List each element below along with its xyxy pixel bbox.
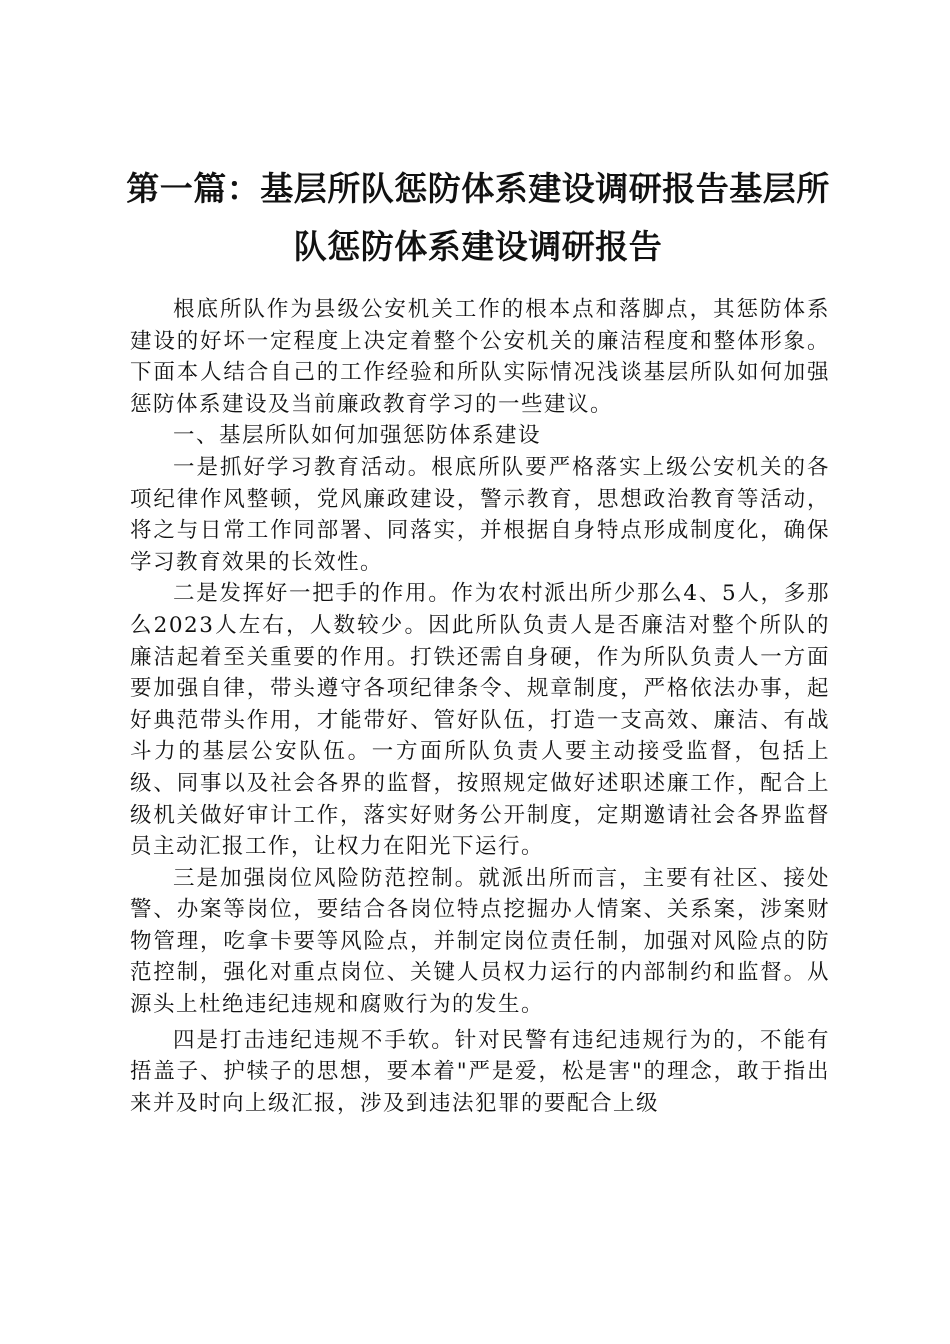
paragraph-point-1: 一是抓好学习教育活动。根底所队要严格落实上级公安机关的各项纪律作风整顿，党风廉政建设，警示教育，思想政治教育等活动，将之与日常工作同部署、同落实，并根据自身特点形成制度化，确保学习教育效果的长效性。 bbox=[130, 454, 830, 575]
document-body bbox=[130, 294, 830, 1119]
section-heading: 一、基层所队如何加强惩防体系建设 bbox=[173, 423, 542, 449]
paragraph-intro: 根底所队作为县级公安机关工作的根本点和落脚点，其惩防体系建设的好坏一定程度上决定着整个公安机关的廉洁程度和整体形象。下面本人结合自己的工作经验和所队实际情况浅谈基层所队如何加强惩防体系建设及当前廉政教育学习的一些建议。 bbox=[130, 297, 830, 417]
paragraph-point-2: 二是发挥好一把手的作用。作为农村派出所少那么4、5人，多那么2023人左右，人数较少。因此所队负责人是否廉洁对整个所队的廉洁起着至关重要的作用。打铁还需自身硬，作为所队负责人一方面要加强自律，带头遵守各项纪律条令、规章制度，严格依法办事，起好典范带头作用，才能带好、管好队伍，打造一支高效、廉洁、有战斗力的基层公安队伍。一方面所队负责人要主动接受监督，包括上级、同事以及社会各界的监督，按照规定做好述职述廉工作，配合上级机关做好审计工作，落实好财务公开制度，定期邀请社会各界监督员主动汇报工作，让权力在阳光下运行。 bbox=[130, 581, 830, 860]
paragraph-point-4: 四是打击违纪违规不手软。针对民警有违纪违规行为的，不能有捂盖子、护犊子的思想，要本着"严是爱，松是害"的理念，敢于指出来并及时向上级汇报，涉及到违法犯罪的要配合上级 bbox=[130, 1027, 830, 1116]
paragraph-point-3: 三是加强岗位风险防范控制。就派出所而言，主要有社区、接处警、办案等岗位，要结合各岗位特点挖掘办人情案、关系案，涉案财物管理，吃拿卡要等风险点，并制定岗位责任制，加强对风险点的防范控制，强化对重点岗位、关键人员权力运行的内部制约和监督。从源头上杜绝违纪违规和腐败行为的发生。 bbox=[130, 865, 830, 1018]
document-title: 第一篇：基层所队惩防体系建设调研报告基层所队惩防体系建设调研报告 bbox=[126, 169, 830, 266]
